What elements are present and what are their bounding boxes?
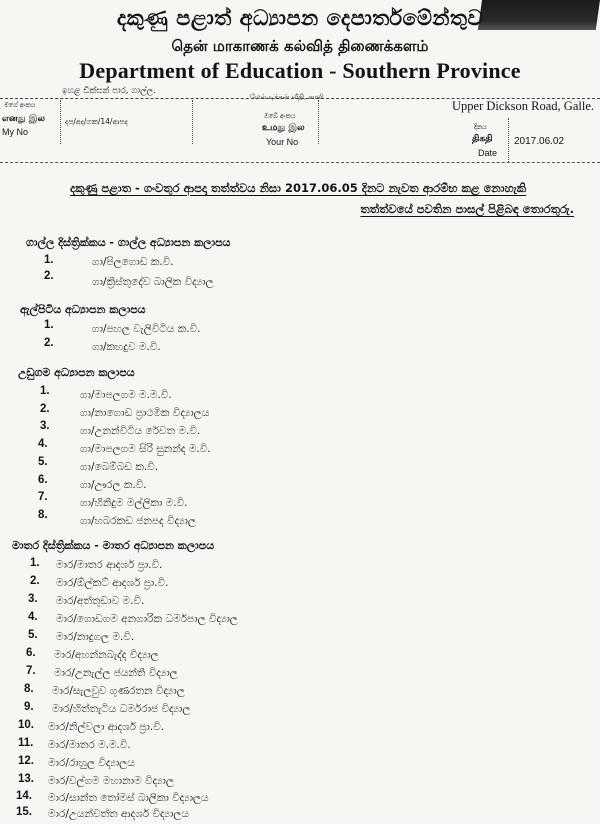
your-no-label-en: Your No	[266, 137, 299, 147]
your-no-label-ta: உமது இல	[262, 123, 305, 133]
school-number: 1.	[44, 319, 54, 331]
reference-separator	[192, 100, 193, 144]
school-name: ගා/ඌරල ක.වි.	[80, 479, 147, 491]
school-name: මාර/ඕල්කට් ආදර්ශ ප්‍රා.වි.	[56, 577, 169, 589]
section-heading: ගාල්ල දිස්ත්‍රික්කය - ගාල්ල අධ්‍යාපන කලාපය	[26, 236, 231, 249]
address-sinhala: ඉහළ ඩික්සන් පාර, ගාල්ල.	[62, 86, 156, 96]
school-name: මාර/නාදුගල ම.වි.	[56, 631, 135, 643]
school-name: මාර/මාතර ම.ම.වි.	[48, 739, 131, 751]
reference-top-rule	[0, 98, 600, 99]
school-number: 4.	[38, 438, 48, 450]
school-number: 8.	[24, 683, 34, 695]
school-name: ගා/පහල වැලිවිටිය ක.වි.	[92, 323, 201, 335]
school-name: මාර/උනැල්ල ජයන්ති විද්‍යාල	[54, 667, 178, 679]
section-heading: මාතර දිස්ත්‍රික්කය - මාතර අධ්‍යාපන කලාපය	[12, 539, 215, 552]
date-label-si: දිනය	[474, 123, 487, 131]
school-name: ගා/හිනිදුම මල්ලිකා ම.වි.	[80, 497, 188, 509]
school-number: 5.	[38, 456, 48, 468]
school-number: 3.	[28, 593, 38, 605]
school-name: ගා/නාගොඩ ප්‍රාථමික විද්‍යාලය	[80, 407, 210, 419]
school-name: ගා/පිලගොඩ ක.වි.	[92, 256, 174, 268]
school-name: ගා/මාපලගම සිරි සුනන්ද ම.වි.	[80, 443, 211, 455]
school-number: 14.	[16, 790, 32, 802]
school-name: මාර/අහන්නබැද්ද විද්‍යාල	[54, 649, 159, 661]
section-heading: ඇල්පිටිය අධ්‍යාපන කලාපය	[20, 303, 146, 316]
section-heading: උඩුගම අධ්‍යාපන කලාපය	[18, 366, 135, 379]
subject-line-1: දකුණු පළාත - ගංවතුර ආපදා තත්ත්වය නිසා 2017.06.05 දිනට නැවත ආරම්භ කළ නොහැකි	[70, 181, 527, 195]
school-number: 4.	[28, 611, 38, 623]
school-number: 7.	[26, 665, 36, 677]
letterhead-tamil: தென் மாகாணக் கல்வித் திணைக்களம்	[171, 37, 429, 55]
school-name: ගා/කහදුව ම.වි.	[92, 341, 161, 353]
school-name: මාර/නිල්වලා ආදර්ශ ප්‍රා.වි.	[48, 721, 165, 733]
school-name: මාර/වල්ගම මහානාම විද්‍යාල	[48, 775, 174, 787]
school-number: 7.	[38, 491, 48, 503]
subject-line-2: තත්ත්වයේ පවතින පාසල් පිළිබඳ තොරතුරු.	[360, 202, 574, 216]
date-value: 2017.06.02	[514, 136, 565, 147]
school-name: මාර/රාහුල විද්‍යාලය	[48, 757, 135, 769]
school-name: ගා/මාපලගම ම.ම.වි.	[80, 389, 172, 401]
school-name: මාර/හිත්තැටිය ධර්මරාජ විද්‍යාල	[52, 703, 191, 715]
school-number: 1.	[40, 385, 50, 397]
letterhead-sinhala: දකුණු පළාත් අධ්‍යාපන දෙපාර්තමේන්තුව	[116, 6, 484, 30]
school-name: මාර/උයන්වත්ත ආදර්ශ විද්‍යාලය	[48, 808, 189, 820]
school-number: 12.	[18, 755, 34, 767]
school-number: 2.	[30, 575, 40, 587]
my-no-label-en: My No	[2, 127, 29, 137]
letterhead-english: Department of Education - Southern Province	[79, 58, 521, 83]
reference-separator	[508, 118, 509, 162]
my-no-label-si: මගේ අංකය	[4, 101, 36, 109]
subject	[70, 178, 582, 220]
date-label-ta: திகதி	[472, 134, 493, 144]
school-name: මාර/මාතර ආදර්ශ ප්‍රා.වි.	[56, 559, 163, 571]
school-number: 2.	[40, 403, 50, 415]
school-number: 13.	[18, 773, 34, 785]
school-number: 1.	[44, 254, 54, 266]
school-number: 11.	[18, 737, 34, 749]
school-name: ගා/උනන්විටිය රේවත ම.වි.	[80, 425, 201, 437]
school-number: 10.	[18, 719, 34, 731]
school-number: 2.	[44, 337, 54, 349]
school-name: මාර/ගොඩගම අනගාරික ධර්මපාල විද්‍යාල	[56, 613, 238, 625]
school-number: 2.	[44, 270, 54, 282]
school-number: 6.	[26, 647, 36, 659]
my-no-label-ta: எனது இல	[2, 114, 45, 124]
school-name: මාර/අත්තුඩාව ම.වි.	[56, 595, 145, 607]
school-number: 8.	[38, 509, 48, 521]
your-no-label-si: ඔබේ අංකය	[264, 112, 296, 120]
school-name: මාර/සාන්ත තෝමස් බාලිකා විද්‍යාලය	[48, 792, 209, 804]
school-number: 9.	[24, 701, 34, 713]
school-name: ගා/ක්‍රිස්තුදේව බාලික විද්‍යාල	[92, 276, 214, 288]
school-name: ගා/හබරකඩ ජනපද විද්‍යාල	[80, 515, 196, 527]
school-name: මාර/සැලවුව ගුණරතන විද්‍යාල	[52, 685, 185, 697]
school-number: 5.	[28, 629, 38, 641]
school-number: 6.	[38, 474, 48, 486]
reference-separator	[60, 100, 61, 144]
address-tamil: மேல் டிக்சன் வீதி, காலி	[250, 93, 324, 101]
school-number: 3.	[40, 420, 50, 432]
school-number: 1.	[30, 557, 40, 569]
header-dashed-rule	[0, 162, 600, 163]
school-name: ගා/බෙම්බඩ ක.වි.	[80, 461, 159, 473]
reference-separator	[318, 100, 319, 144]
my-no-value: දප/අද/ගක/14/ආපද	[65, 117, 128, 126]
address-english: Upper Dickson Road, Galle.	[452, 99, 594, 113]
school-number: 15.	[16, 806, 32, 818]
date-label-en: Date	[478, 148, 498, 158]
